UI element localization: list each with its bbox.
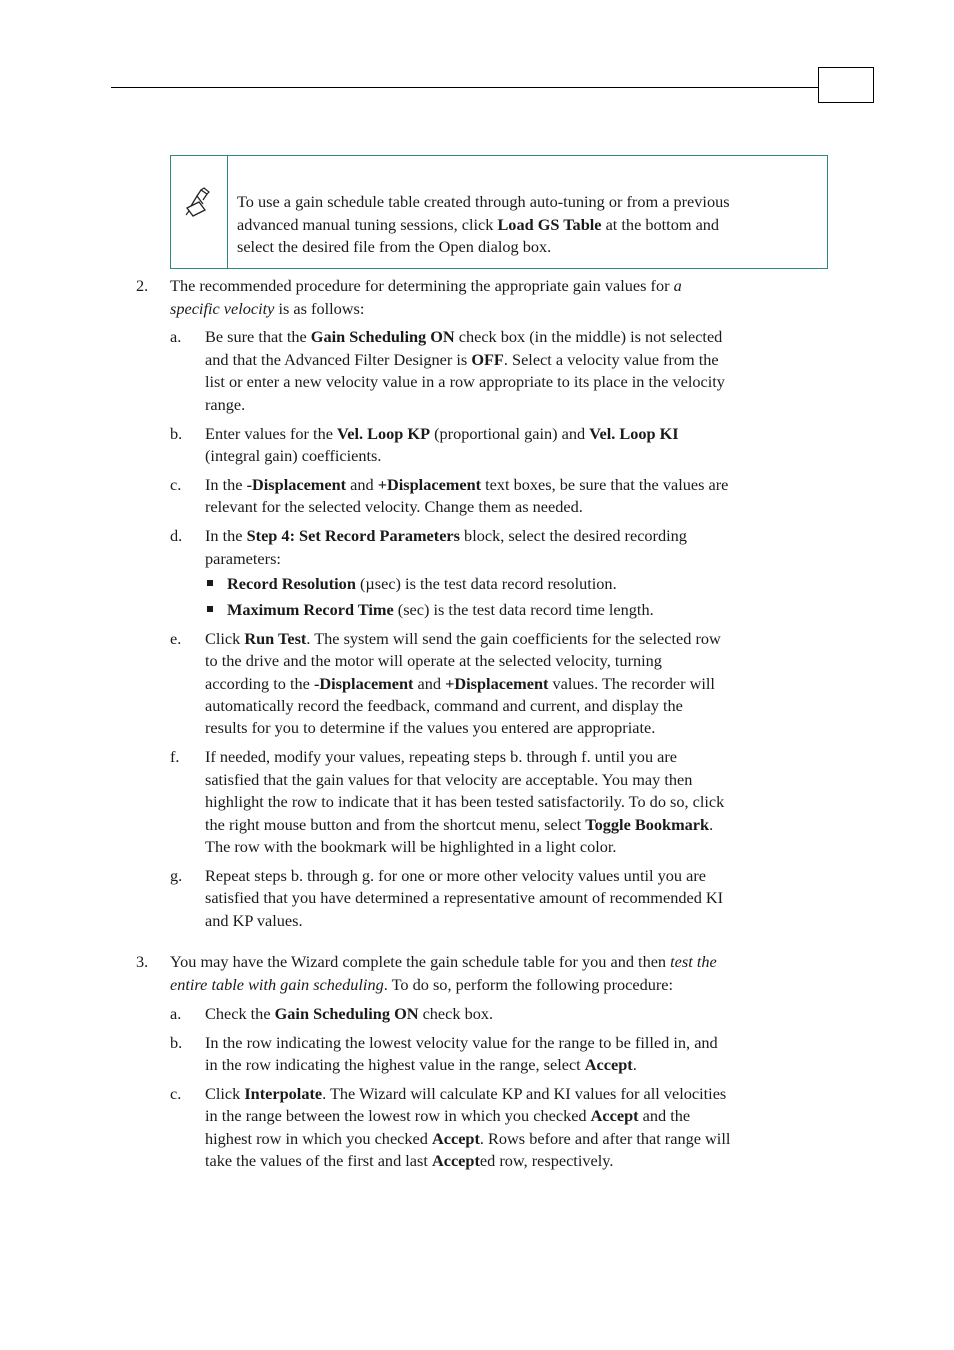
note-divider (227, 156, 228, 268)
step-2f-text: The row with the bookmark will be highlighted in a light color. (205, 837, 617, 856)
step-2f-label: f. (170, 747, 180, 766)
page-number-box (818, 67, 874, 103)
step-2e-text: according to the -Displacement and +Displacement values. The recorder will (205, 674, 715, 693)
step-3c-label: c. (170, 1084, 182, 1103)
step-2b-label: b. (170, 424, 183, 443)
step-2f-text: highlight the row to indicate that it has been tested satisfactorily. To do so, click (205, 792, 725, 811)
step-3c-text: take the values of the first and last Accepted row, respectively. (205, 1151, 614, 1170)
header-rule (111, 87, 818, 88)
step-2a-text: and that the Advanced Filter Designer is OFF. Select a velocity value from the (205, 350, 719, 369)
step-3b-text: In the row indicating the lowest velocity value for the range to be filled in, and (205, 1033, 718, 1052)
step-2f-text: If needed, modify your values, repeating steps b. through f. until you are (205, 747, 678, 766)
step-3-text: You may have the Wizard complete the gain schedule table for you and then test the (170, 952, 717, 971)
step-2e-text: automatically record the feedback, command and current, and display the (205, 696, 683, 715)
step-2d-bullet-1: Record Resolution (µsec) is the test data record resolution. (227, 574, 617, 593)
step-2-text: The recommended procedure for determining the appropriate gain values for a (170, 276, 682, 295)
bullet-icon (207, 606, 213, 612)
step-2d-text: In the Step 4: Set Record Parameters block, select the desired recording (205, 526, 687, 545)
step-3c-text: highest row in which you checked Accept. Rows before and after that range will (205, 1129, 731, 1148)
step-2b-text: Enter values for the Vel. Loop KP (proportional gain) and Vel. Loop KI (205, 424, 679, 443)
step-2b-text: (integral gain) coefficients. (205, 446, 382, 465)
note-pencil-icon (183, 186, 215, 220)
step-2c-text: relevant for the selected velocity. Change them as needed. (205, 497, 583, 516)
step-2c-text: In the -Displacement and +Displacement text boxes, be sure that the values are (205, 475, 729, 494)
note-box (170, 155, 828, 269)
step-2e-text: to the drive and the motor will operate at the selected velocity, turning (205, 651, 662, 670)
step-2d-text: parameters: (205, 549, 281, 568)
step-2g-text: Repeat steps b. through g. for one or more other velocity values until you are (205, 866, 706, 885)
step-3c-text: Click Interpolate. The Wizard will calculate KP and KI values for all velocities (205, 1084, 727, 1103)
step-2-number: 2. (136, 276, 149, 295)
step-3-number: 3. (136, 952, 149, 971)
step-2g-label: g. (170, 866, 183, 885)
bullet-icon (207, 580, 213, 586)
step-3-text: entire table with gain scheduling. To do so, perform the following procedure: (170, 975, 674, 994)
step-3b-label: b. (170, 1033, 183, 1052)
step-2e-text: results for you to determine if the values you entered are appropriate. (205, 718, 656, 737)
step-2e-label: e. (170, 629, 182, 648)
step-2e-text: Click Run Test. The system will send the gain coefficients for the selected row (205, 629, 721, 648)
step-2f-text: satisfied that the gain values for that velocity are acceptable. You may then (205, 770, 693, 789)
step-3a-label: a. (170, 1004, 182, 1023)
step-2a-text: list or enter a new velocity value in a row appropriate to its place in the velocity (205, 372, 725, 391)
step-3c-text: in the range between the lowest row in which you checked Accept and the (205, 1106, 691, 1125)
step-2d-bullet-2: Maximum Record Time (sec) is the test data record time length. (227, 600, 654, 619)
step-2a-text: Be sure that the Gain Scheduling ON check box (in the middle) is not selected (205, 327, 723, 346)
step-3a-text: Check the Gain Scheduling ON check box. (205, 1004, 494, 1023)
step-2-text: specific velocity is as follows: (170, 299, 365, 318)
step-2a-label: a. (170, 327, 182, 346)
step-2d-label: d. (170, 526, 183, 545)
step-2a-text: range. (205, 395, 246, 414)
step-2f-text: the right mouse button and from the shortcut menu, select Toggle Bookmark. (205, 815, 714, 834)
step-2c-label: c. (170, 475, 182, 494)
step-2g-text: and KP values. (205, 911, 303, 930)
note-text: To use a gain schedule table created through auto-tuning or from a previous advanced manual tuning sessions, click Load GS Table at the bottom and select the desired file from the Open dialog box. (237, 192, 730, 256)
step-3b-text: in the row indicating the highest value in the range, select Accept. (205, 1055, 637, 1074)
step-2g-text: satisfied that you have determined a representative amount of recommended KI (205, 888, 724, 907)
